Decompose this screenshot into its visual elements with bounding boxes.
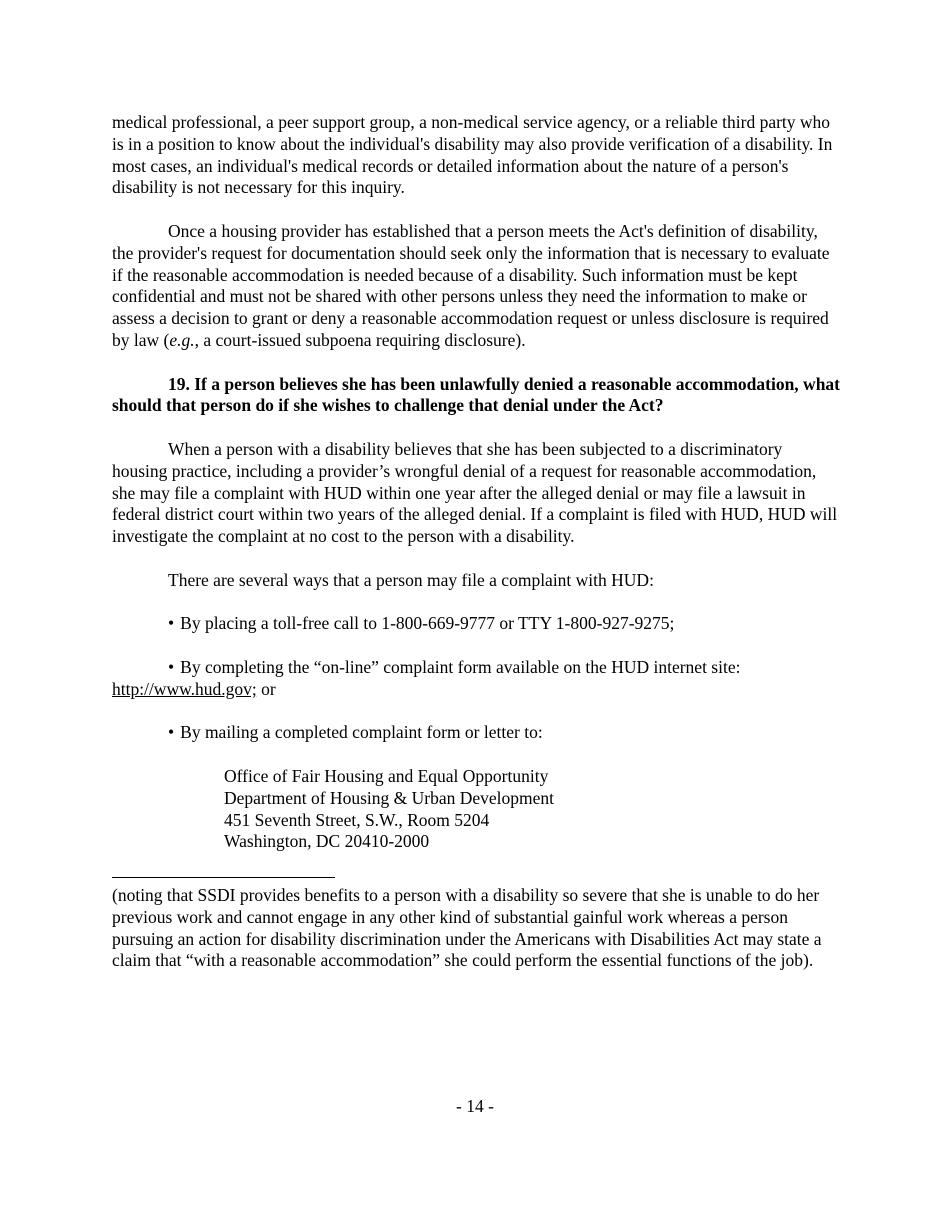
bullet-icon: •	[168, 722, 175, 743]
address-line-3: 451 Seventh Street, S.W., Room 5204	[224, 809, 490, 830]
paragraph-complaint: When a person with a disability believes that she has been subjected to a discriminatory housing practice, including a provider’s wrongful denial of a request for reasonable accommodation, she may file a complaint with HUD within one year after the alleged denial or may file a lawsuit in federal district court within two years of the alleged denial. If a complaint is filed with HUD, HUD will investigate the complaint at no cost to the person with a disability.	[112, 438, 838, 547]
page-number: - 14 -	[456, 1096, 494, 1116]
address-line-4: Washington, DC 20410-2000	[224, 831, 430, 852]
paragraph-documentation	[112, 221, 842, 352]
paragraph-documentation-end: , a court-issued subpoena requiring disclosure).	[194, 329, 526, 350]
bullet-online-text: By completing the “on-line” complaint form available on the HUD internet site:	[180, 656, 741, 677]
bullet-icon: •	[168, 656, 175, 677]
footnote-divider	[112, 877, 335, 878]
footnote-text: (noting that SSDI provides benefits to a person with a disability so severe that she is unable to do her previous work and cannot engage in any other kind of substantial gainful work whereas a person pursuing an action for disability discrimination under the Americans with Disabilities Act may state a claim that “with a reasonable accommodation” she could perform the essential functions of the job).	[112, 885, 822, 971]
paragraph-documentation-text: Once a housing provider has established that a person meets the Act's definition of disability, the provider's request for documentation should seek only the information that is necessary to evaluate if the reasonable accommodation is needed because of a disability. Such information must be kept confidential and must not be shared with other persons unless they need the information to make or assess a decision to grant or deny a reasonable accommodation request or unless disclosure is required by law (	[112, 220, 830, 350]
bullet-mail-text: By mailing a completed complaint form or letter to:	[180, 722, 543, 743]
bullet-icon: •	[168, 613, 175, 634]
mailing-address	[112, 766, 842, 853]
bullet-mail	[112, 722, 842, 744]
address-line-2: Department of Housing & Urban Development	[224, 787, 554, 808]
bullet-online	[112, 657, 842, 701]
bullet-phone	[112, 613, 842, 635]
hud-website-link[interactable]: http://www.hud.gov;	[112, 678, 257, 699]
paragraph-ways-intro: There are several ways that a person may file a complaint with HUD:	[168, 569, 654, 590]
question-19-heading: 19. If a person believes she has been unlawfully denied a reasonable accommodation, what should that person do if she wishes to challenge that denial under the Act?	[112, 373, 841, 416]
bullet-online-after: or	[256, 678, 276, 699]
document-page	[112, 112, 842, 972]
paragraph-verification: medical professional, a peer support group, a non-medical service agency, or a reliable third party who is in a position to know about the individual's disability may also provide verification of a disability. In most cases, an individual's medical records or detailed information about the nature of a person's disability is not necessary for this inquiry.	[112, 112, 833, 198]
bullet-phone-text: By placing a toll-free call to 1-800-669-9777 or TTY 1-800-927-9275;	[180, 613, 675, 634]
eg-italic: e.g.	[169, 329, 195, 350]
address-line-1: Office of Fair Housing and Equal Opportunity	[224, 765, 549, 786]
